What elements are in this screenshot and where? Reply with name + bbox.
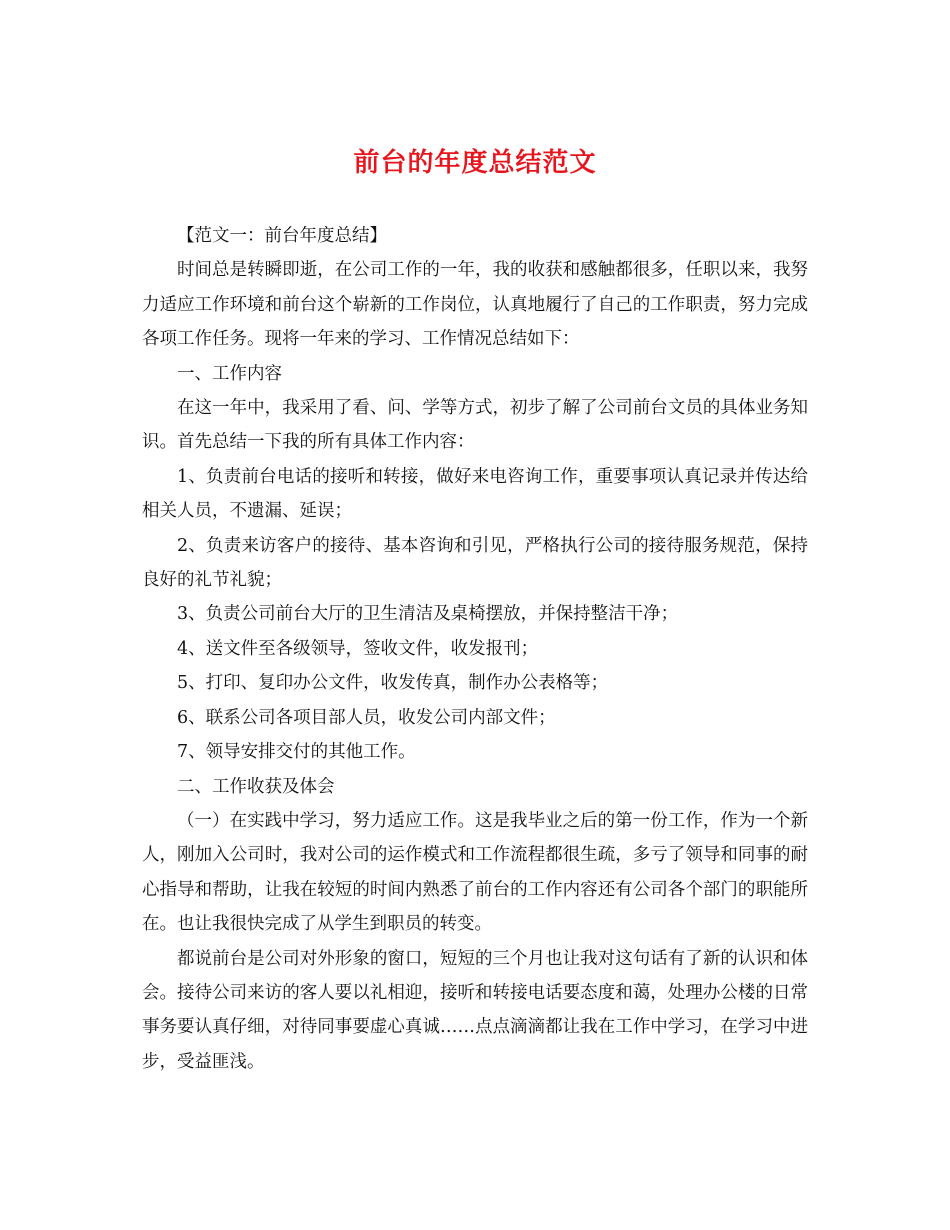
paragraph-intro: 时间总是转瞬即逝，在公司工作的一年，我的收获和感触都很多，任职以来，我努力适应工作环境和前台这个崭新的工作岗位，认真地履行了自己的工作职责，努力完成各项工作任务。现将一年来的学习、工作情况总结如下： (142, 260, 808, 350)
paragraph-work-overview: 在这一年中，我采用了看、问、学等方式，初步了解了公司前台文员的具体业务知识。首先总结一下我的所有具体工作内容： (142, 398, 808, 453)
paragraph-heading-sample-one: 【范文一：前台年度总结】 (177, 226, 387, 246)
list-item-duty-6: 6、联系公司各项目部人员，收发公司内部文件； (177, 707, 556, 728)
list-item-duty-5: 5、打印、复印办公文件，收发传真，制作办公表格等； (177, 673, 609, 694)
paragraph-front-desk-window: 都说前台是公司对外形象的窗口，短短的三个月也让我对这句话有了新的认识和体会。接待公司来访的客人要以礼相迎，接听和转接电话要态度和蔼，处理办公楼的日常事务要认真仔细，对待同事要虚心真诚……点点滴滴都让我在工作中学习，在学习中进步，受益匪浅。 (142, 948, 808, 1072)
document-body (142, 219, 808, 1079)
list-item-duty-4: 4、送文件至各级领导，签收文件，收发报刊； (177, 638, 539, 659)
section-heading-gains: 二、工作收获及体会 (177, 776, 335, 797)
list-item-duty-2: 2、负责来访客户的接待、基本咨询和引见，严格执行公司的接待服务规范，保持良好的礼节礼貌； (142, 535, 808, 591)
paragraph-learning-in-practice: （一）在实践中学习，努力适应工作。这是我毕业之后的第一份工作，作为一个新人，刚加入公司时，我对公司的运作模式和工作流程都很生疏，多亏了领导和同事的耐心指导和帮助，让我在较短的时间内熟悉了前台的工作内容还有公司各个部门的职能所在。也让我很快完成了从学生到职员的转变。 (142, 810, 808, 935)
document-title: 前台的年度总结范文 (353, 148, 597, 178)
list-item-duty-3: 3、负责公司前台大厅的卫生清洁及桌椅摆放，并保持整洁干净； (177, 604, 679, 625)
section-heading-work-content: 一、工作内容 (177, 363, 282, 384)
list-item-duty-1: 1、负责前台电话的接听和转接，做好来电咨询工作，重要事项认真记录并传达给相关人员，不遗漏、延误； (142, 466, 808, 522)
list-item-duty-7: 7、领导安排交付的其他工作。 (177, 742, 416, 763)
